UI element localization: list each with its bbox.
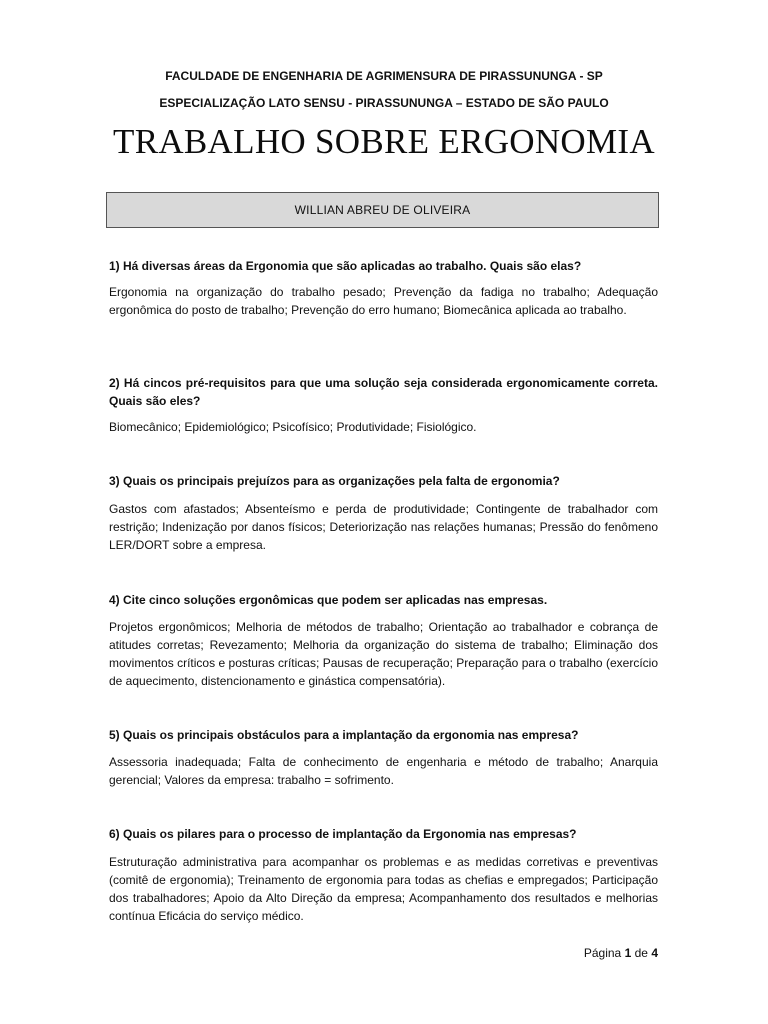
author-box xyxy=(106,192,659,228)
answer-3: Gastos com afastados; Absenteísmo e perda de produtividade; Contingente de trabalhador com restrição; Indenização por danos físicos; Deteriorização nas relações humanas; Pressão do fenômeno LER/DORT sobre a empresa. xyxy=(109,502,658,552)
page-word: Página xyxy=(583,946,622,960)
program-name: ESPECIALIZAÇÃO LATO SENSU - PIRASSUNUNGA – ESTADO DE SÃO PAULO xyxy=(159,96,609,110)
answer-1: Ergonomia na organização do trabalho pesado; Prevenção da fadiga no trabalho; Adequação ergonômica do posto de trabalho; Prevenção do erro humano; Biomecânica aplicada ao trabalho. xyxy=(109,285,658,317)
answer-6: Estruturação administrativa para acompanhar os problemas e as medidas corretivas e preventivas (comitê de ergonomia); Treinamento de ergonomia para todas as chefias e empregados; Participação dos trabalhadores; Apoio da Alto Direção da empresa; Acompanhamento dos resultados e melhorias contínua Eficácia do serviço médico. xyxy=(109,855,658,923)
answer-4: Projetos ergonômicos; Melhoria de métodos de trabalho; Orientação ao trabalhador e cobrança de atitudes corretas; Revezamento; Melhoria da organização do sistema de trabalho; Eliminação dos movimentos críticos e posturas críticas; Pausas de recuperação; Preparação para o trabalho (exercício de aquecimento, distencionamento e ginástica compensatória). xyxy=(109,620,658,688)
question-3: 3) Quais os principais prejuízos para as organizações pela falta de ergonomia? xyxy=(109,474,560,488)
institution-name: FACULDADE DE ENGENHARIA DE AGRIMENSURA DE PIRASSUNUNGA - SP xyxy=(165,69,603,83)
answer-5: Assessoria inadequada; Falta de conhecimento de engenharia e método de trabalho; Anarquia gerencial; Valores da empresa: trabalho = sofrimento. xyxy=(109,755,658,787)
document-title: TRABALHO SOBRE ERGONOMIA xyxy=(113,122,655,161)
page-of: de xyxy=(634,946,648,960)
question-6: 6) Quais os pilares para o processo de implantação da Ergonomia nas empresas? xyxy=(109,827,577,841)
question-4: 4) Cite cinco soluções ergonômicas que podem ser aplicadas nas empresas. xyxy=(109,593,548,607)
page-current: 1 xyxy=(624,946,632,960)
answer-2: Biomecânico; Epidemiológico; Psicofísico; Produtividade; Fisiológico. xyxy=(109,420,477,434)
question-5: 5) Quais os principais obstáculos para a implantação da ergonomia nas empresa? xyxy=(109,728,579,742)
author-name: WILLIAN ABREU DE OLIVEIRA xyxy=(294,203,471,217)
page-total: 4 xyxy=(651,946,658,960)
question-2: 2) Há cincos pré-requisitos para que uma solução seja considerada ergonomicamente correta. Quais são eles? xyxy=(109,376,658,408)
page-footer xyxy=(584,946,658,960)
question-1: 1) Há diversas áreas da Ergonomia que são aplicadas ao trabalho. Quais são elas? xyxy=(109,259,582,273)
